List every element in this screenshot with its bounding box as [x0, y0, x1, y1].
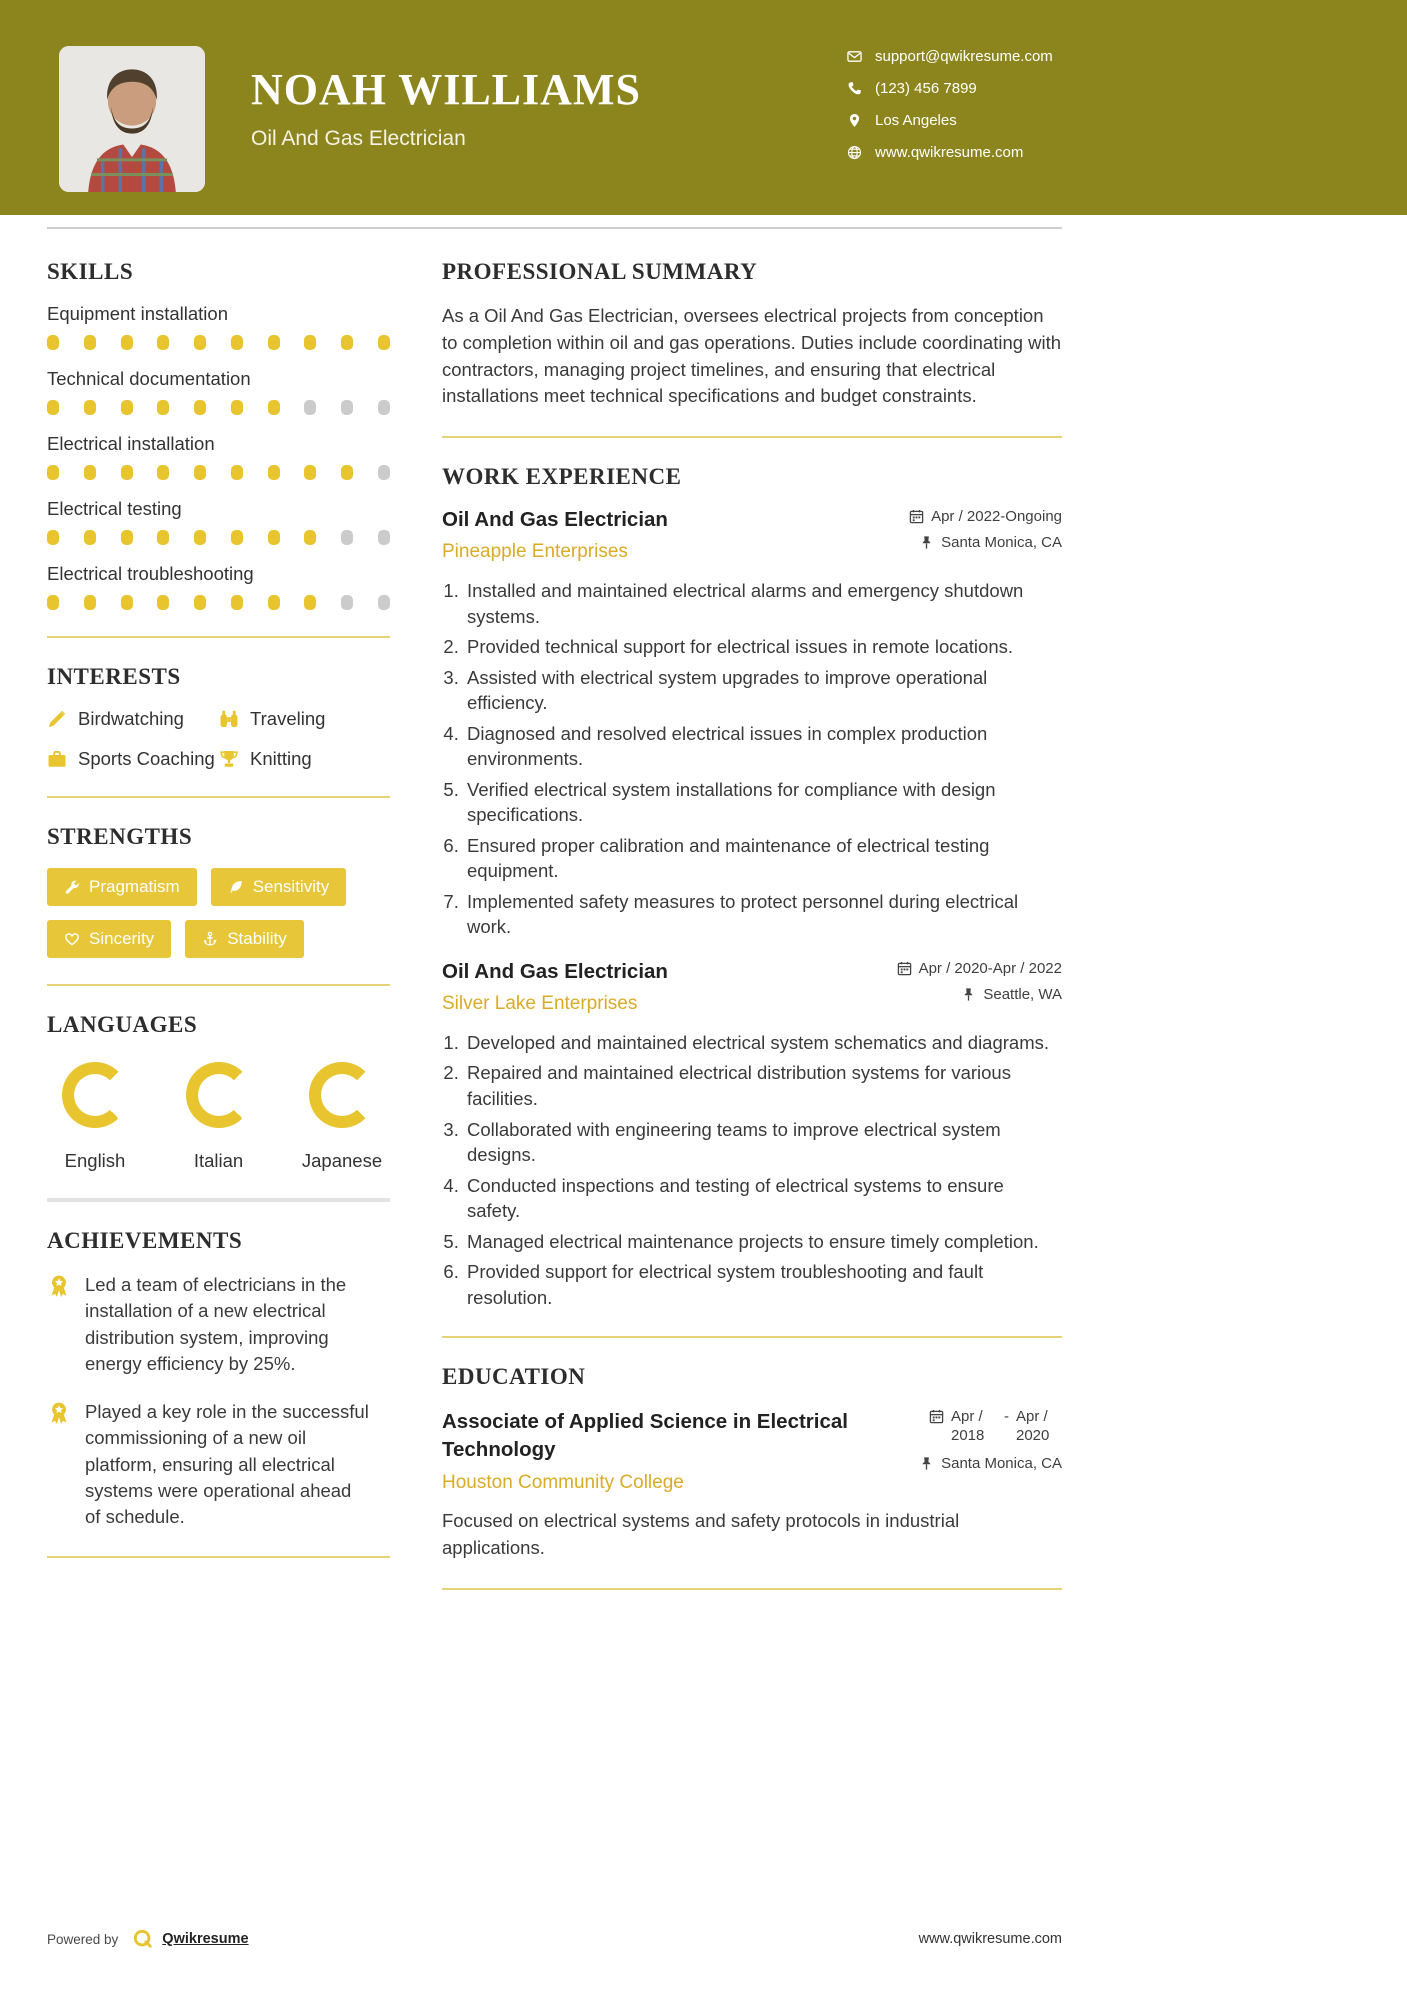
job-dates-text: Apr / 2020-Apr / 2022 — [918, 959, 1062, 977]
skill-level-dots — [47, 530, 390, 545]
interest-label: Sports Coaching — [78, 748, 215, 769]
section-divider — [442, 1336, 1062, 1338]
language-level-donut — [62, 1062, 128, 1128]
skill-item — [47, 368, 390, 415]
left-column — [47, 259, 390, 1616]
duty-item: 3. Assisted with electrical system upgrades to improve operational efficiency. — [464, 665, 1062, 716]
experience-section — [442, 464, 1062, 1338]
strengths-list — [47, 868, 390, 958]
right-column — [442, 259, 1062, 1616]
interests-heading: INTERESTS — [47, 664, 181, 689]
summary-section — [442, 259, 1062, 438]
strengths-heading: STRENGTHS — [47, 824, 193, 849]
contact-phone-text: (123) 456 7899 — [875, 80, 977, 97]
interest-item — [47, 708, 219, 730]
duty-item: 2. Provided technical support for electrical issues in remote locations. — [464, 634, 1062, 660]
job-title: Oil And Gas Electrician — [442, 508, 668, 532]
job-dates — [897, 960, 1062, 977]
calendar-icon — [897, 961, 912, 976]
contact-list — [847, 46, 1062, 161]
qwikresume-brand-name: Qwikresume — [162, 1931, 249, 1947]
pin-icon — [847, 113, 862, 128]
education-location — [919, 1455, 1062, 1472]
person-name: NOAH WILLIAMS — [251, 65, 641, 114]
language-level-donut — [309, 1062, 375, 1128]
envelope-icon — [847, 49, 862, 64]
strength-label: Sensitivity — [252, 877, 330, 896]
briefcase-icon — [47, 749, 67, 769]
duty-item: 6. Ensured proper calibration and maintenance of electrical testing equipment. — [464, 833, 1062, 884]
pencil-icon — [47, 709, 67, 729]
section-divider — [47, 1198, 390, 1202]
calendar-icon — [929, 1409, 944, 1424]
language-level-donut — [186, 1062, 252, 1128]
job-location-text: Seattle, WA — [983, 985, 1062, 1003]
experience-heading: WORK EXPERIENCE — [442, 464, 682, 490]
education-location-text: Santa Monica, CA — [941, 1454, 1062, 1472]
anchor-icon — [202, 931, 218, 947]
globe-icon — [847, 145, 862, 160]
contact-phone[interactable] — [847, 80, 1062, 97]
duty-list — [442, 1030, 1062, 1310]
achievement-item — [47, 1399, 390, 1530]
avatar — [59, 46, 205, 192]
strength-chip — [211, 868, 347, 906]
contact-email-text: support@qwikresume.com — [875, 48, 1053, 65]
achievement-text: Led a team of electricians in the installation of a new electrical distribution system, improving energy efficiency by 25%. — [85, 1274, 347, 1374]
section-divider — [442, 436, 1062, 438]
job-location — [919, 534, 1062, 551]
person-job-title: Oil And Gas Electrician — [251, 127, 466, 150]
achievement-text: Played a key role in the successful commissioning of a new oil platform, ensuring all electrical systems were operational ahead of schedule. — [85, 1401, 369, 1528]
education-description: Focused on electrical systems and safety protocols in industrial applications. — [442, 1510, 960, 1559]
section-divider — [442, 1588, 1062, 1590]
job-location-text: Santa Monica, CA — [941, 534, 1062, 552]
duty-item: 3. Collaborated with engineering teams to improve electrical system designs. — [464, 1117, 1062, 1168]
duty-item: 7. Implemented safety measures to protect personnel during electrical work. — [464, 889, 1062, 940]
education-degree: Associate of Applied Science in Electrical Technology — [442, 1410, 848, 1461]
job-dates — [909, 508, 1062, 525]
education-date-start: Apr / 2018 — [951, 1408, 985, 1444]
pushpin-icon — [919, 535, 934, 550]
skill-level-dots — [47, 335, 390, 350]
interest-label: Knitting — [250, 748, 312, 769]
skill-level-dots — [47, 465, 390, 480]
language-label: English — [64, 1150, 126, 1171]
achievements-heading: ACHIEVEMENTS — [47, 1228, 243, 1253]
duty-item: 5. Managed electrical maintenance projects to ensure timely completion. — [464, 1229, 1062, 1255]
job-location — [961, 986, 1062, 1003]
strength-label: Pragmatism — [89, 877, 180, 896]
leaf-icon — [228, 879, 244, 895]
skill-name: Electrical troubleshooting — [47, 563, 254, 584]
skill-name: Technical documentation — [47, 368, 251, 389]
skill-item — [47, 563, 390, 610]
contact-website-text: www.qwikresume.com — [875, 144, 1024, 161]
binoculars-icon — [219, 709, 239, 729]
strength-chip — [185, 920, 304, 958]
education-date-end: Apr / 2020 — [1016, 1408, 1050, 1444]
job-title: Oil And Gas Electrician — [442, 959, 668, 983]
strength-chip — [47, 920, 171, 958]
language-label: Italian — [193, 1150, 244, 1171]
tools-icon — [64, 879, 80, 895]
language-item — [47, 1062, 143, 1172]
footer — [0, 1928, 1407, 1990]
powered-by-label: Powered by — [47, 1931, 119, 1947]
medal-icon — [47, 1401, 71, 1425]
skill-level-dots — [47, 595, 390, 610]
language-item — [171, 1062, 267, 1172]
interest-label: Birdwatching — [78, 708, 184, 729]
skill-item — [47, 433, 390, 480]
qwikresume-brand-link[interactable] — [132, 1928, 248, 1950]
contact-website[interactable] — [847, 144, 1062, 161]
education-heading: EDUCATION — [442, 1364, 586, 1390]
calendar-icon — [909, 509, 924, 524]
interest-item — [219, 708, 390, 730]
summary-text: As a Oil And Gas Electrician, oversees electrical projects from conception to completion within oil and gas operations. Duties include coordinating with contractors, managing project timelines, and ensuring that electrical installations meet technical specifications and budget constraints. — [442, 305, 1062, 407]
medal-icon — [47, 1274, 71, 1298]
education-date-separator: - — [1004, 1408, 1009, 1426]
section-divider — [47, 984, 390, 986]
language-item — [294, 1062, 390, 1172]
duty-list — [442, 578, 1062, 940]
pushpin-icon — [961, 987, 976, 1002]
languages-list — [47, 1056, 390, 1172]
job-entry — [442, 960, 1062, 1310]
interest-item — [47, 748, 219, 770]
education-school: Houston Community College — [442, 1472, 684, 1494]
header — [0, 0, 1407, 215]
skill-name: Electrical installation — [47, 433, 215, 454]
heart-icon — [64, 931, 80, 947]
duty-item: 4. Conducted inspections and testing of electrical systems to ensure safety. — [464, 1173, 1062, 1224]
skill-name: Electrical testing — [47, 498, 182, 519]
job-company: Pineapple Enterprises — [442, 541, 628, 563]
education-section — [442, 1364, 1062, 1590]
language-label: Japanese — [301, 1150, 383, 1171]
interest-label: Traveling — [250, 708, 326, 729]
section-divider — [47, 796, 390, 798]
job-company: Silver Lake Enterprises — [442, 992, 638, 1014]
strength-chip — [47, 868, 197, 906]
pushpin-icon — [919, 1456, 934, 1471]
profile-photo — [59, 46, 205, 192]
duty-item: 2. Repaired and maintained electrical distribution systems for various facilities. — [464, 1060, 1062, 1111]
job-dates-text: Apr / 2022-Ongoing — [931, 508, 1062, 526]
contact-location[interactable] — [847, 112, 1062, 129]
achievement-item — [47, 1272, 390, 1377]
contact-email[interactable] — [847, 48, 1062, 65]
education-dates — [929, 1408, 1062, 1446]
footer-website-link[interactable]: www.qwikresume.com — [918, 1931, 1062, 1947]
skill-level-dots — [47, 400, 390, 415]
section-divider — [47, 636, 390, 638]
section-divider — [47, 1556, 390, 1558]
skills-heading: SKILLS — [47, 259, 134, 284]
skill-name: Equipment installation — [47, 303, 228, 324]
duty-item: 5. Verified electrical system installations for compliance with design specifications. — [464, 777, 1062, 828]
languages-heading: LANGUAGES — [47, 1012, 198, 1037]
skill-item — [47, 498, 390, 545]
duty-item: 1. Developed and maintained electrical system schematics and diagrams. — [464, 1030, 1062, 1056]
interest-item — [219, 748, 390, 770]
contact-location-text: Los Angeles — [875, 112, 957, 129]
duty-item: 6. Provided support for electrical system troubleshooting and fault resolution. — [464, 1259, 1062, 1310]
phone-icon — [847, 81, 862, 96]
strength-label: Sincerity — [89, 929, 155, 948]
qwikresume-logo-icon — [132, 1928, 154, 1950]
skill-item — [47, 303, 390, 350]
duty-item: 4. Diagnosed and resolved electrical issues in complex production environments. — [464, 721, 1062, 772]
job-entry — [442, 508, 1062, 940]
summary-heading: PROFESSIONAL SUMMARY — [442, 259, 758, 284]
duty-item: 1. Installed and maintained electrical alarms and emergency shutdown systems. — [464, 578, 1062, 629]
interests-grid — [47, 708, 390, 770]
trophy-icon — [219, 749, 239, 769]
strength-label: Stability — [227, 929, 287, 948]
